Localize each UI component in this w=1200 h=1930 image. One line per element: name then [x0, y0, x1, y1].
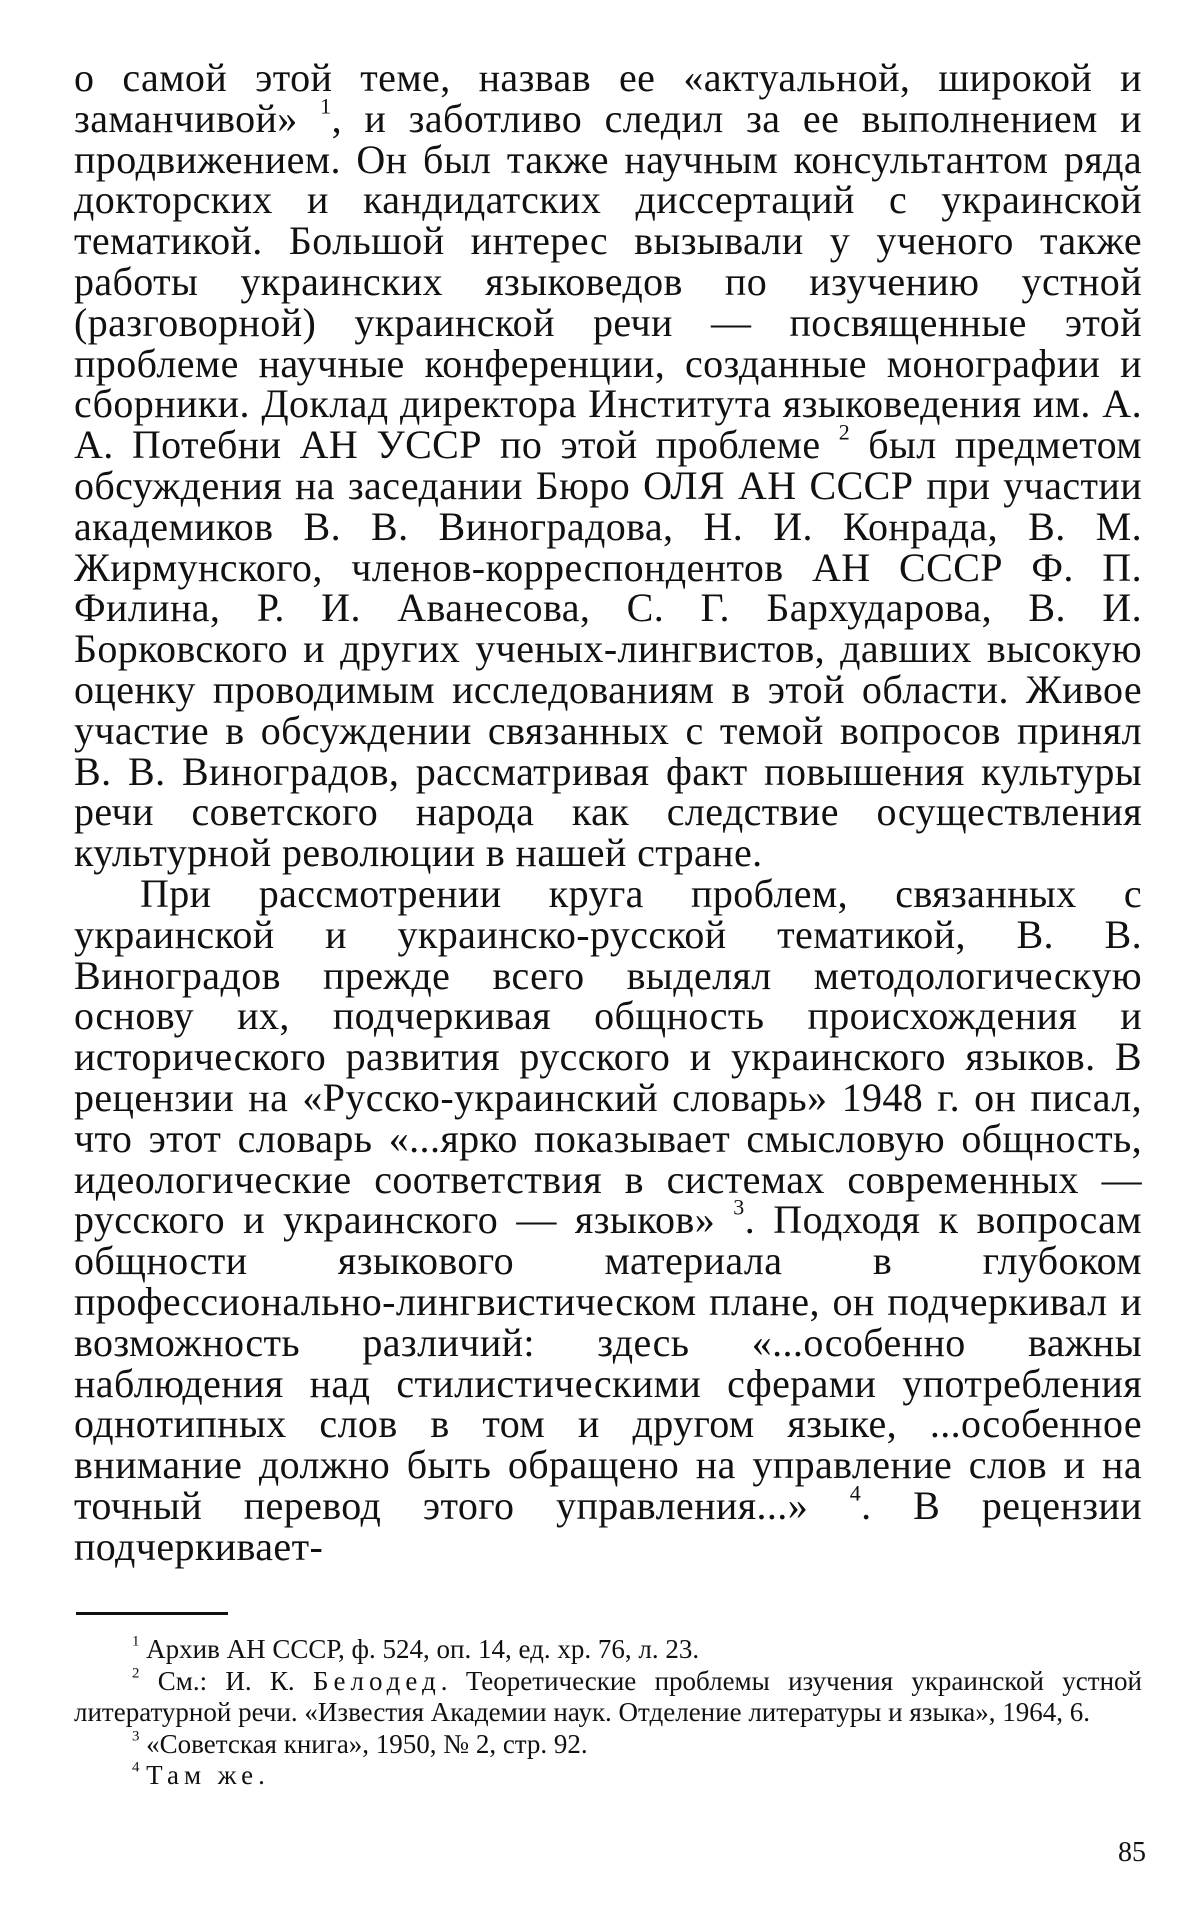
paragraph-2 [74, 870, 1143, 1569]
paragraph-1 [74, 55, 1142, 876]
footnote-ref-4: 4 [849, 1480, 862, 1506]
footnote-ref-2: 2 [838, 419, 851, 445]
text-run: . Подходя к вопросам общности языкового материала в глубоком профессионально-лингвистическом плане, он подчеркивал и возможность различий: здесь «...особенно важны наблюдения над стилистическими сферами употребления однотипных слов в том и другом языке, ...особенное внимание должно быть обращено на управление слов и на точный перевод этого управления...» [74, 1197, 1142, 1528]
footnote-marker: 3 [132, 1727, 140, 1744]
footnote-4 [74, 1760, 1142, 1792]
footnote-1 [74, 1634, 1142, 1666]
footnote-3 [74, 1729, 1142, 1761]
ibid-text: Там же [146, 1760, 259, 1790]
footnote-text: . [258, 1760, 265, 1790]
footnote-marker: 2 [132, 1664, 140, 1681]
footnote-marker: 1 [132, 1633, 140, 1650]
text-run: . В рецензии подчеркивает- [74, 1482, 1143, 1569]
footnotes [74, 1634, 1142, 1792]
page-number: 85 [1118, 1837, 1146, 1868]
footnote-ref-1: 1 [320, 93, 332, 119]
text-run: о самой этой теме, назвав ее «актуальной, широкой и заманчивой» [74, 55, 1142, 141]
text-run: , и заботливо следил за ее выполнением и продвижением. Он был также научным консультантом ряда докторских и кандидатских диссертаций с украинской тематикой. Большой интерес вызывали у ученого также работы украинских языковедов по изучению устной (разговорной) украинской речи — посвященные этой проблеме научные конференции, созданные монографии и сборники. Доклад директора Института языковедения им. А. А. Потебни АН УССР по этой проблеме [74, 95, 1142, 468]
text-run: При рассмотрении круга проблем, связанных с украинской и украинско-русской тематикой, В. В. Виноградов прежде всего выделял методологическую основу их, подчеркивая общность происхождения и исторического развития русского и украинского языков. В рецензии на «Русско-украинский словарь» 1948 г. он писал, что этот словарь «...ярко показывает смысловую общность, идеологические соответствия в системах современных — русского и украинского — языков» [74, 870, 1142, 1243]
text-run: был предметом обсуждения на заседании Бюро ОЛЯ АН СССР при участии академиков В. В. Виноградова, Н. И. Конрада, В. М. Жирмунского, членов-корреспондентов АН СССР Ф. П. Филина, Р. И. Аванесова, С. Г. Бархударова, В. И. Борковского и других ученых-лингвистов, давших высокую оценку проводимым исследованиям в этой области. Живое участие в обсуждении связанных с темой вопросов принял В. В. Виноградов, рассматривая факт повышения культуры речи советского народа как следствие осуществления культурной революции в нашей стране. [74, 422, 1142, 876]
footnote-text: См.: И. К. [139, 1665, 313, 1696]
footnote-text: Архив АН СССР, ф. 524, оп. 14, ед. хр. 76, л. 23. [139, 1634, 700, 1664]
footnote-text: «Советская книга», 1950, № 2, стр. 92. [139, 1728, 588, 1759]
author-name: Белодед [312, 1665, 441, 1696]
footnote-ref-3: 3 [733, 1194, 745, 1220]
footnote-2 [74, 1666, 1142, 1729]
footnote-marker: 4 [132, 1759, 140, 1776]
main-text [74, 55, 1143, 1569]
footnote-text: . Теоретические проблемы изучения украинской устной литературной речи. «Известия Академии наук. Отделение литературы и языка», 1964, 6. [74, 1665, 1142, 1727]
footnote-divider [76, 1612, 228, 1615]
